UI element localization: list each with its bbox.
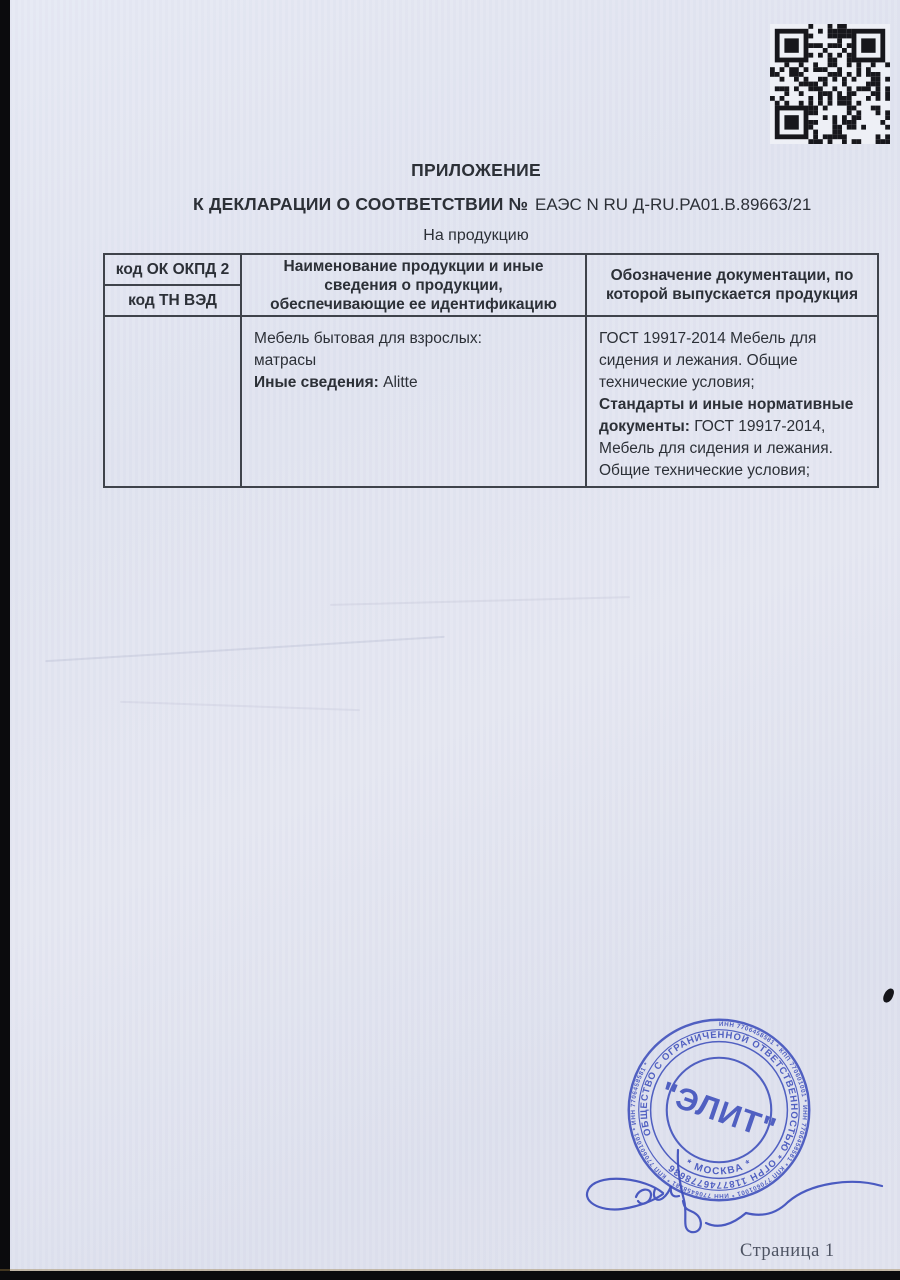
docs-line: Мебель для сидения и лежания.	[599, 440, 833, 457]
header-documentation	[587, 255, 877, 317]
products-table	[103, 253, 879, 488]
qr-code	[770, 24, 890, 144]
cell-documentation	[587, 317, 877, 486]
docs-line: ГОСТ 19917-2014 Мебель для	[599, 330, 817, 347]
docs-line: сидения и лежания. Общие	[599, 352, 798, 369]
document-title: ПРИЛОЖЕНИЕ	[411, 160, 541, 180]
stamp-city-text: * МОСКВА *	[683, 1157, 755, 1178]
qr-code-svg	[770, 24, 890, 144]
paper-crease	[330, 596, 630, 606]
docs-line: документы: ГОСТ 19917-2014,	[599, 418, 826, 435]
declaration-label: К ДЕКЛАРАЦИИ О СООТВЕТСТВИИ №	[193, 194, 529, 214]
paper-crease	[45, 636, 444, 662]
header-product-line: Наименование продукции и иные	[283, 257, 544, 275]
stamp-outer-ring-text: ИНН 7706458581 * КПП 770601001 * ИНН 7706458581 * КПП 770601001 * ИНН 7706458581 * КПП 770601001 * ИНН 7706458581 *	[629, 1020, 809, 1200]
product-other-info: Иные сведения: Alitte	[254, 374, 418, 391]
product-name-line: матрасы	[254, 352, 317, 369]
cell-codes	[105, 317, 242, 486]
docs-line: технические условия;	[599, 374, 755, 391]
header-product	[242, 255, 587, 317]
scan-edge-left	[0, 0, 10, 1280]
header-docs-line: Обозначение документации, по	[610, 267, 854, 284]
header-product-line: сведения о продукции,	[324, 276, 503, 294]
page-number: Страница 1	[740, 1241, 835, 1261]
product-caption: На продукцию	[423, 227, 529, 244]
product-name-line: Мебель бытовая для взрослых:	[254, 330, 482, 347]
scan-edge-bottom	[0, 1271, 900, 1280]
header-docs-line: которой выпускается продукция	[606, 286, 858, 303]
header-product-line: обеспечивающие ее идентификацию	[270, 295, 557, 313]
header-code-tnved: код ТН ВЭД	[128, 291, 217, 309]
signature	[560, 1000, 890, 1270]
docs-line: Стандарты и иные нормативные	[599, 396, 854, 413]
cell-product	[242, 317, 587, 486]
docs-line: Общие технические условия;	[599, 462, 811, 479]
signature-svg	[560, 1000, 890, 1270]
header-codes	[105, 255, 242, 317]
declaration-number: ЕАЭС N RU Д-RU.РА01.В.89663/21	[535, 195, 812, 214]
header-code-okpd: код ОК ОКПД 2	[105, 255, 240, 286]
paper-crease	[120, 701, 360, 711]
stamp-middle-ring-text: ОБЩЕСТВО С ОГРАНИЧЕННОЙ ОТВЕТСТВЕННОСТЬЮ * ОГРН 1187746778636	[638, 1029, 800, 1191]
stamp-center-text: "ЭЛИТ"	[656, 1074, 782, 1147]
